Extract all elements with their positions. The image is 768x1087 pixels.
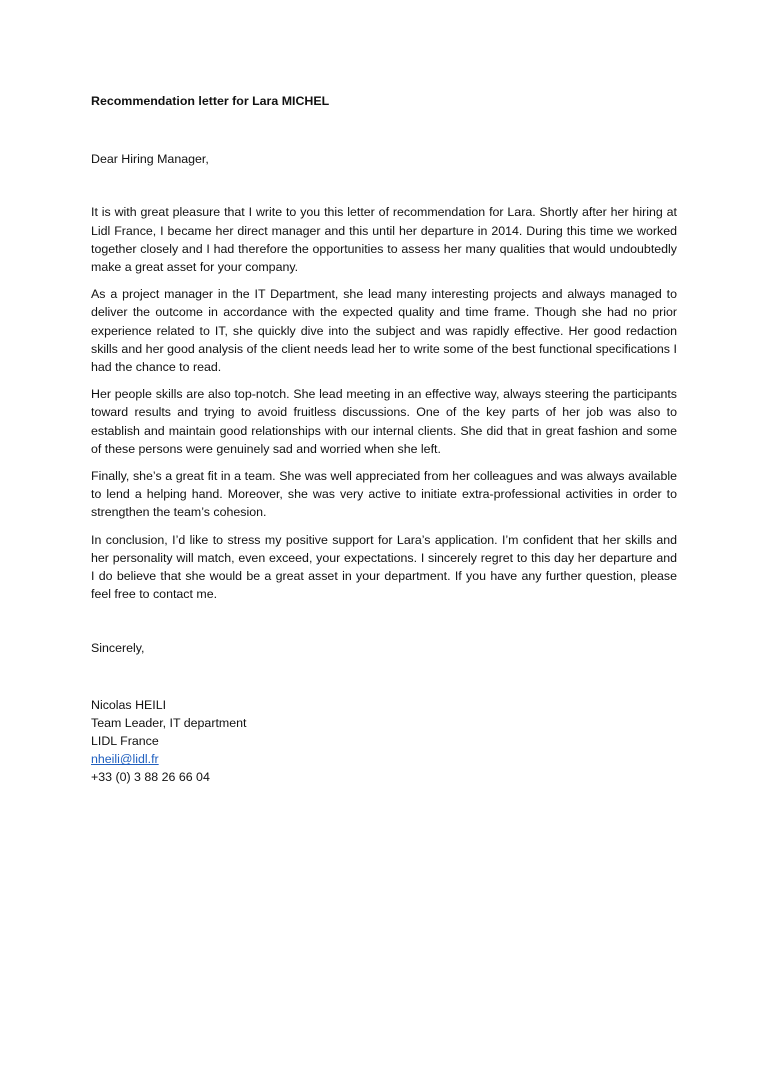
letter-page [91,92,677,787]
signer-name: Nicolas HEILI [91,697,167,712]
signature-block [91,696,677,787]
paragraph-people-skills: Her people skills are also top-notch. She lead meeting in an effective way, always steering the participants toward results and trying to avoid fruitless discussions. One of the key parts of her job was also to establish and maintain good relationships with our internal clients. She did that in great fashion and some of these persons were genuinely sad and worried when she left. [91,387,677,456]
paragraph-team-fit: Finally, she’s a great fit in a team. She was well appreciated from her colleagues and was always available to lend a helping hand. Moreover, she was very active to initiate extra-professional activities in order to strengthen the team’s cohesion. [91,469,677,520]
letter-body [91,203,677,603]
signer-role: Team Leader, IT department [91,715,247,730]
paragraph-intro: It is with great pleasure that I write to you this letter of recommendation for Lara. Shortly after her hiring at Lidl France, I became her direct manager and this until her departure in 2014. During this time we worked together closely and I had therefore the opportunities to assess her many qualities that would undoubtedly make a great asset for your company. [91,205,677,275]
paragraph-project-manager: As a project manager in the IT Department, she lead many interesting projects and always managed to deliver the outcome in accordance with the expected quality and time frame. Though she had no prior experience related to IT, she quickly dive into the subject and was rapidly effective. Her good redaction skills and her good analysis of the client needs lead her to write some of the best functional specifications I had the chance to read. [91,287,677,375]
salutation: Dear Hiring Manager, [91,152,209,167]
signer-phone: +33 (0) 3 88 26 66 04 [91,770,210,785]
letter-title: Recommendation letter for Lara MICHEL [91,94,330,108]
signer-company: LIDL France [91,734,159,749]
closing: Sincerely, [91,641,145,656]
signer-email-link[interactable]: nheili@lidl.fr [91,752,159,767]
paragraph-conclusion: In conclusion, I’d like to stress my positive support for Lara’s application. I’m confident that her skills and her personality will match, even exceed, your expectations. I sincerely regret to this day her departure and I do believe that she would be a great asset in your department. If you have any further question, please feel free to contact me. [91,532,677,602]
